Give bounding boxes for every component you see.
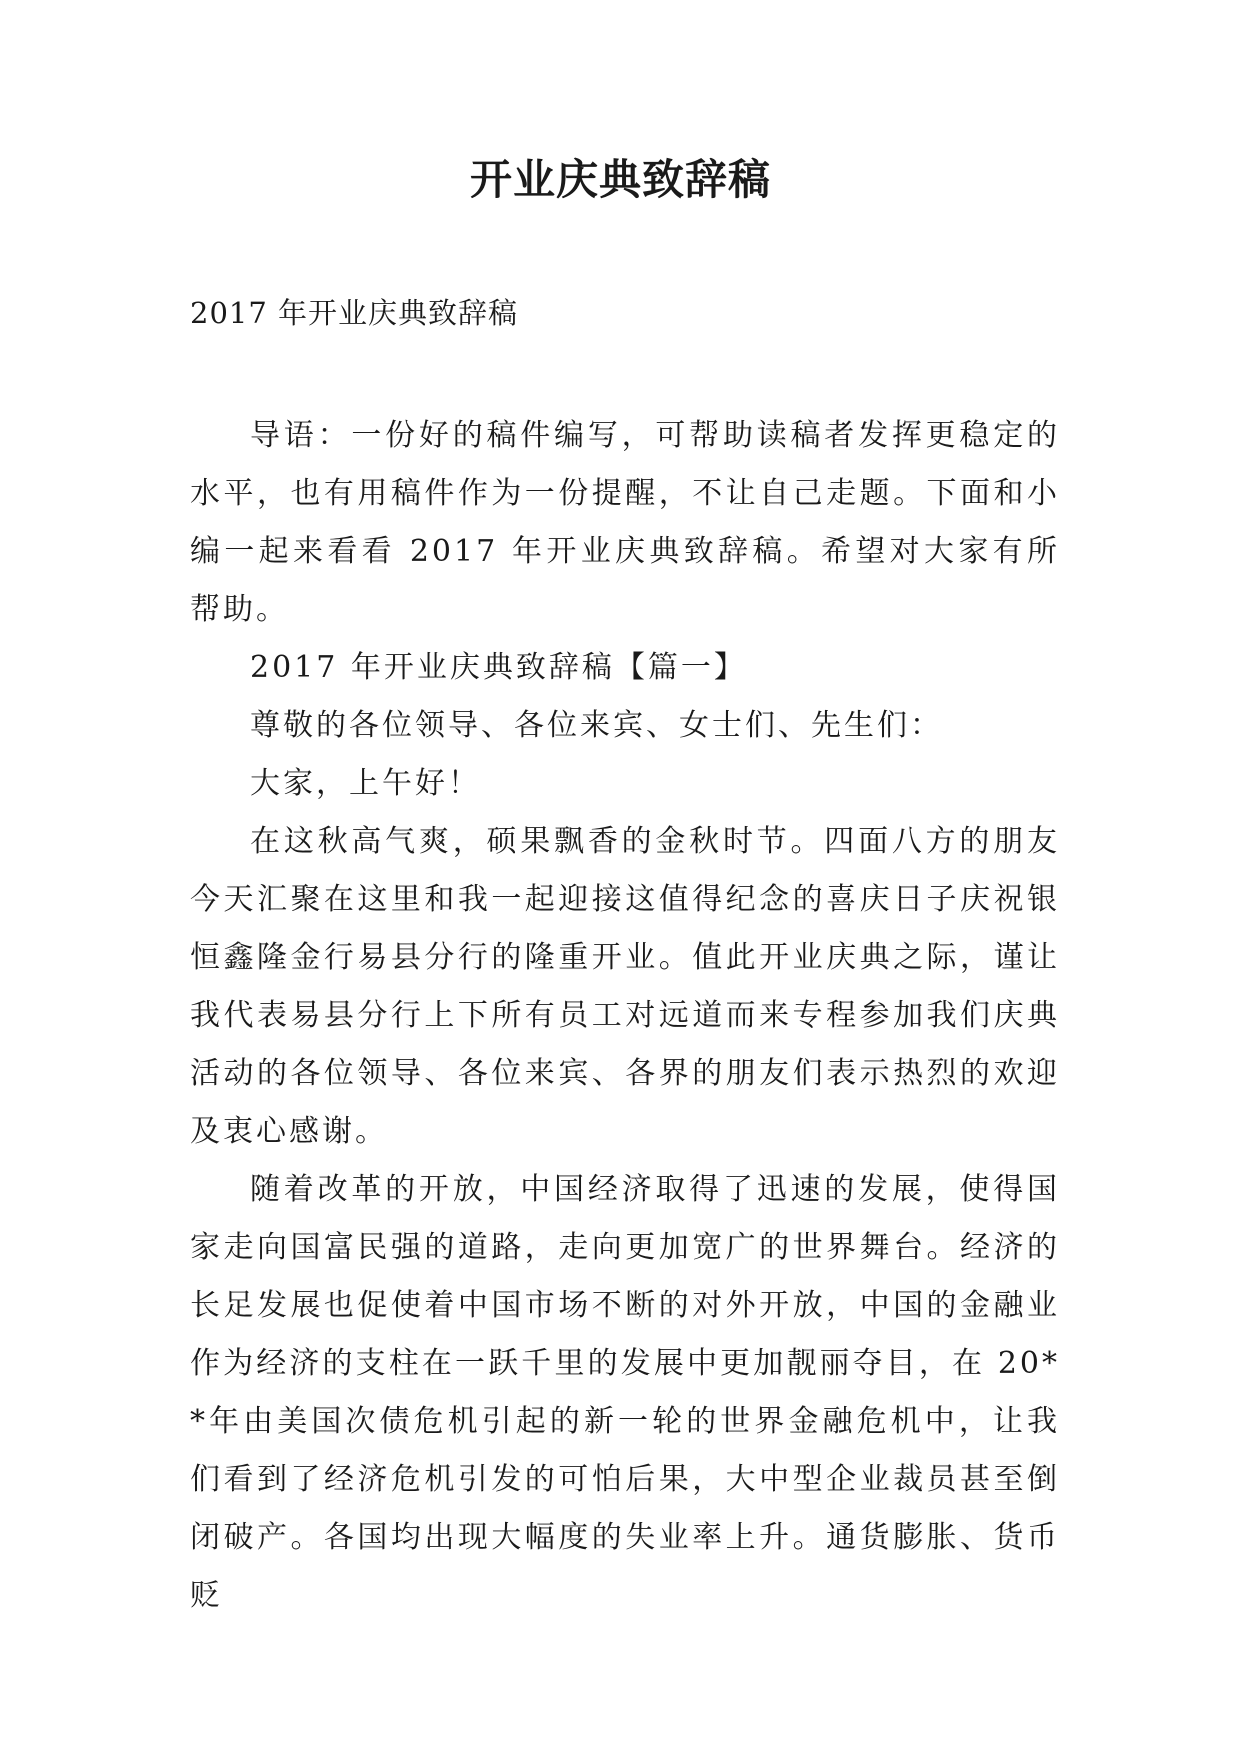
paragraph-salutation: 尊敬的各位领导、各位来宾、女士们、先生们： xyxy=(250,708,943,743)
paragraph-greeting: 大家，上午好！ xyxy=(250,766,481,801)
paragraph-section-heading: 2017 年开业庆典致辞稿【篇一】 xyxy=(250,650,747,685)
paragraph-intro: 导语：一份好的稿件编写，可帮助读稿者发挥更稳定的水平，也有用稿件作为一份提醒，不让自己走题。下面和小编一起来看看 2017 年开业庆典致辞稿。希望对大家有所帮助。 xyxy=(190,418,1060,627)
paragraph-economy: 随着改革的开放，中国经济取得了迅速的发展，使得国家走向国富民强的道路，走向更加宽广的世界舞台。经济的长足发展也促使着中国市场不断的对外开放，中国的金融业作为经济的支柱在一跃千里的发展中更加靓丽夺目，在 20**年由美国次债危机引起的新一轮的世界金融危机中，让我们看到了经济危机引发的可怕后果，大中型企业裁员甚至倒闭破产。各国均出现大幅度的失业率上升。通货膨胀、货币贬 xyxy=(190,1172,1060,1613)
document-title: 开业庆典致辞稿 xyxy=(469,155,771,204)
paragraph-welcome: 在这秋高气爽，硕果飘香的金秋时节。四面八方的朋友今天汇聚在这里和我一起迎接这值得纪念的喜庆日子庆祝银恒鑫隆金行易县分行的隆重开业。值此开业庆典之际，谨让我代表易县分行上下所有员工对远道而来专程参加我们庆典活动的各位领导、各位来宾、各界的朋友们表示热烈的欢迎及衷心感谢。 xyxy=(190,824,1060,1149)
document-body xyxy=(190,407,1060,1625)
document-subtitle: 2017 年开业庆典致辞稿 xyxy=(190,296,519,330)
